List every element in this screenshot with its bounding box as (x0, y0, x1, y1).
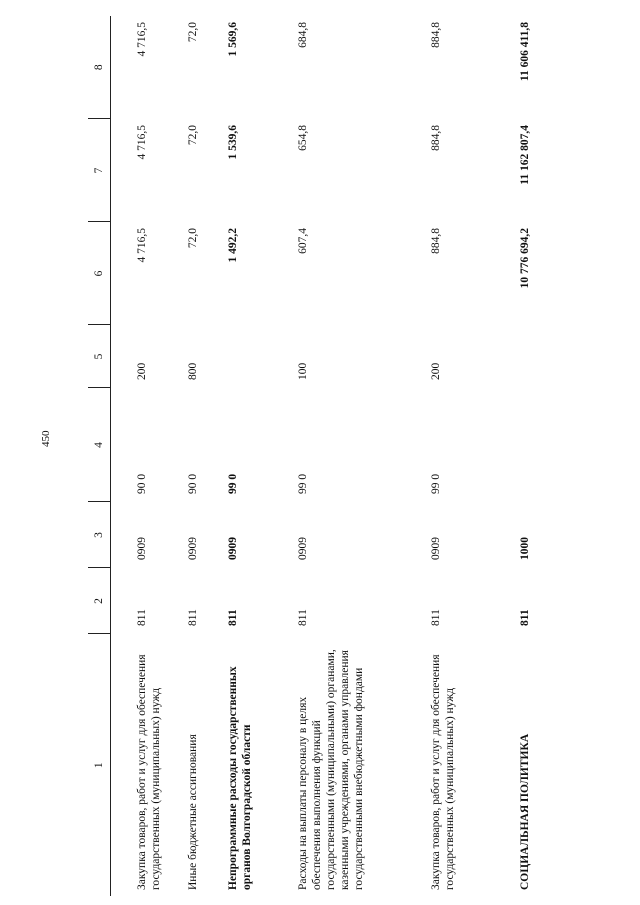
header-col-2: 2 (88, 568, 111, 634)
header-col-3: 3 (88, 502, 111, 568)
row-section: 0909 (226, 537, 239, 560)
row-amount-year1: 10 776 694,2 (518, 228, 531, 289)
row-expense-type (504, 325, 540, 388)
row-amount-year1: 4 716,5 (136, 228, 148, 263)
row-ved: 811 (518, 609, 531, 626)
row-amount-year3: 11 606 411,8 (518, 22, 531, 82)
row-target-article: 99 0 (429, 473, 442, 494)
row-amount-year1: 72,0 (186, 228, 199, 249)
row-target-article: 90 0 (136, 473, 148, 494)
row-ved: 811 (226, 609, 239, 626)
row-ved: 811 (136, 609, 148, 626)
row-amount-year2: 884,8 (429, 125, 442, 151)
row-name: СОЦИАЛЬНАЯ ПОЛИТИКА (518, 733, 531, 890)
row-amount-year3: 684,8 (296, 22, 309, 48)
row-expense-type (214, 325, 284, 388)
budget-table-rotated (88, 16, 557, 896)
row-amount-year3: 884,8 (429, 22, 442, 48)
row-amount-year3: 72,0 (186, 22, 199, 43)
header-col-7: 7 (88, 119, 111, 222)
row-amount-year1: 884,8 (429, 228, 442, 254)
row-expense-type: 100 (296, 362, 309, 380)
row-section: 0909 (136, 537, 148, 560)
header-col-4: 4 (88, 388, 111, 502)
row-amount-year2: 654,8 (296, 125, 309, 151)
row-target-article: 90 0 (186, 473, 199, 494)
row-amount-year2: 11 162 807,4 (518, 125, 531, 185)
row-target-article: 99 0 (296, 473, 309, 494)
row-ved: 811 (296, 609, 309, 626)
table-row (169, 16, 214, 896)
row-section: 0909 (429, 537, 442, 560)
table-row (415, 16, 504, 896)
row-name: Иные бюджетные ассигнования (186, 734, 199, 890)
row-section: 1000 (518, 537, 531, 560)
table-row (214, 16, 284, 896)
header-col-6: 6 (88, 222, 111, 325)
table-header-row (88, 16, 111, 896)
row-expense-type: 200 (136, 362, 148, 380)
page-number: 450 (40, 430, 52, 448)
row-name: Непрограммные расходы государственных органов Волгоградской области (226, 666, 253, 890)
row-section: 0909 (296, 537, 309, 560)
row-ved: 811 (186, 609, 199, 626)
row-target-article (504, 388, 540, 502)
row-amount-year3: 4 716,5 (136, 22, 148, 57)
row-amount-year2: 4 716,5 (136, 125, 148, 160)
header-col-5: 5 (88, 325, 111, 388)
header-col-8: 8 (88, 16, 111, 119)
table-row (504, 16, 540, 896)
row-section: 0909 (186, 537, 199, 560)
row-amount-year2: 1 539,6 (226, 125, 239, 160)
row-name: Закупка товаров, работ и услуг для обеспечения государственных (муниципальных) нужд (136, 654, 162, 890)
row-name: Закупка товаров, работ и услуг для обеспечения государственных (муниципальных) нужд (429, 654, 456, 890)
row-expense-type: 200 (429, 362, 442, 380)
budget-table (88, 16, 540, 896)
row-ved: 811 (429, 609, 442, 626)
row-amount-year1: 1 492,2 (226, 228, 239, 263)
table-row (111, 16, 169, 896)
row-target-article: 99 0 (226, 473, 239, 494)
row-expense-type: 800 (186, 362, 199, 380)
row-amount-year3: 1 569,6 (226, 22, 239, 57)
row-amount-year1: 607,4 (296, 228, 309, 254)
row-amount-year2: 72,0 (186, 125, 199, 146)
row-name: Расходы на выплаты персоналу в целях обеспечения выполнения функций государственными (муниципальными) органами, казенными учреждениями, органами управления государственными внебюджетными фондами (296, 649, 365, 890)
header-col-1: 1 (88, 634, 111, 896)
table-row (284, 16, 415, 896)
